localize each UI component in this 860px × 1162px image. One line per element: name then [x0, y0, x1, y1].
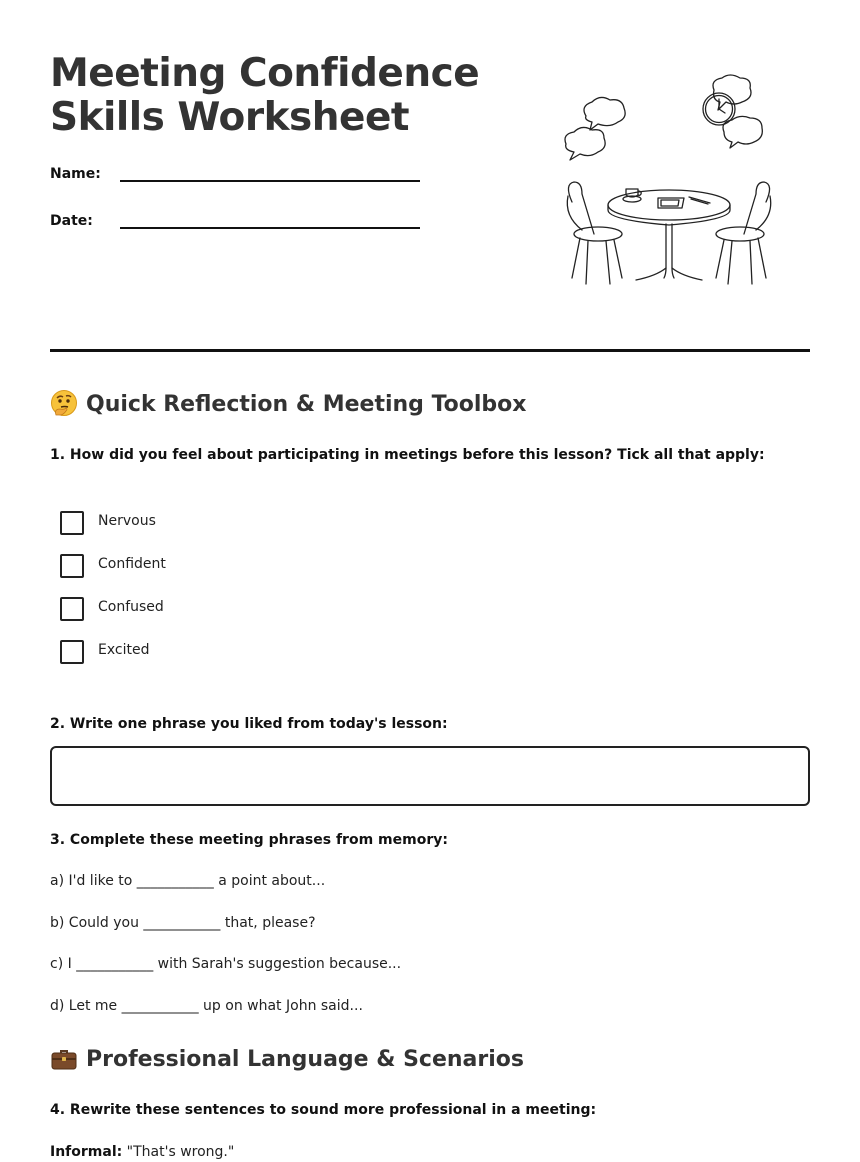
title-line-1: Meeting Confidence: [50, 51, 480, 96]
informal-sentence: [50, 1142, 234, 1162]
section-2-heading-text: Professional Language & Scenarios: [86, 1047, 525, 1072]
checkbox[interactable]: [60, 640, 84, 664]
phrase-answer-box[interactable]: [50, 746, 810, 806]
question-4: 4. Rewrite these sentences to sound more professional in a meeting:: [50, 1102, 597, 1118]
pen-icon: [689, 197, 710, 204]
title-line-2: Skills Worksheet: [50, 95, 410, 140]
section-divider: [50, 349, 810, 352]
checkbox-label: Excited: [98, 642, 150, 658]
checkbox-label: Confident: [98, 556, 166, 572]
fill-in-phrase-b[interactable]: b) Could you ___________ that, please?: [50, 915, 316, 931]
checkbox-label: Confused: [98, 599, 164, 615]
question-3: 3. Complete these meeting phrases from memory:: [50, 832, 448, 848]
clock-icon: [703, 93, 735, 125]
checkbox-option-confident[interactable]: [60, 554, 360, 580]
date-field-row: [50, 213, 430, 243]
fill-in-phrase-d[interactable]: d) Let me ___________ up on what John said...: [50, 998, 363, 1014]
speech-bubble-icon: [565, 127, 605, 160]
meeting-table-illustration: [558, 72, 780, 292]
informal-text: "That's wrong.": [122, 1144, 235, 1160]
thinking-face-icon: [50, 389, 78, 417]
checkbox-option-confused[interactable]: [60, 597, 360, 623]
date-input-line[interactable]: [120, 227, 420, 229]
fill-in-phrase-c[interactable]: c) I ___________ with Sarah's suggestion because...: [50, 956, 402, 972]
section-2-heading: [50, 1044, 524, 1075]
date-label: Date:: [50, 213, 93, 229]
name-field-row: [50, 166, 430, 196]
checkbox[interactable]: [60, 554, 84, 578]
informal-label: Informal:: [50, 1144, 123, 1160]
chair-icon: [716, 182, 771, 284]
worksheet-title: [50, 52, 479, 140]
speech-bubble-icon: [584, 97, 625, 130]
question-1: 1. How did you feel about participating in meetings before this lesson? Tick all that apply:: [50, 447, 765, 463]
checkbox-option-excited[interactable]: [60, 640, 360, 666]
checkbox-label: Nervous: [98, 513, 156, 529]
name-label: Name:: [50, 166, 101, 182]
name-input-line[interactable]: [120, 180, 420, 182]
checkbox[interactable]: [60, 511, 84, 535]
meeting-table-icon: [608, 190, 730, 280]
coffee-cup-icon: [623, 189, 641, 202]
fill-in-phrase-a[interactable]: a) I'd like to ___________ a point about...: [50, 873, 326, 889]
worksheet-page: [50, 0, 810, 1161]
briefcase-icon: [50, 1044, 78, 1072]
chair-icon: [567, 182, 622, 284]
checkbox[interactable]: [60, 597, 84, 621]
checkbox-option-nervous[interactable]: [60, 511, 360, 537]
section-1-heading-text: Quick Reflection & Meeting Toolbox: [86, 392, 527, 417]
notebook-icon: [658, 198, 684, 208]
question-2: 2. Write one phrase you liked from today's lesson:: [50, 716, 448, 732]
section-1-heading: [50, 389, 526, 420]
